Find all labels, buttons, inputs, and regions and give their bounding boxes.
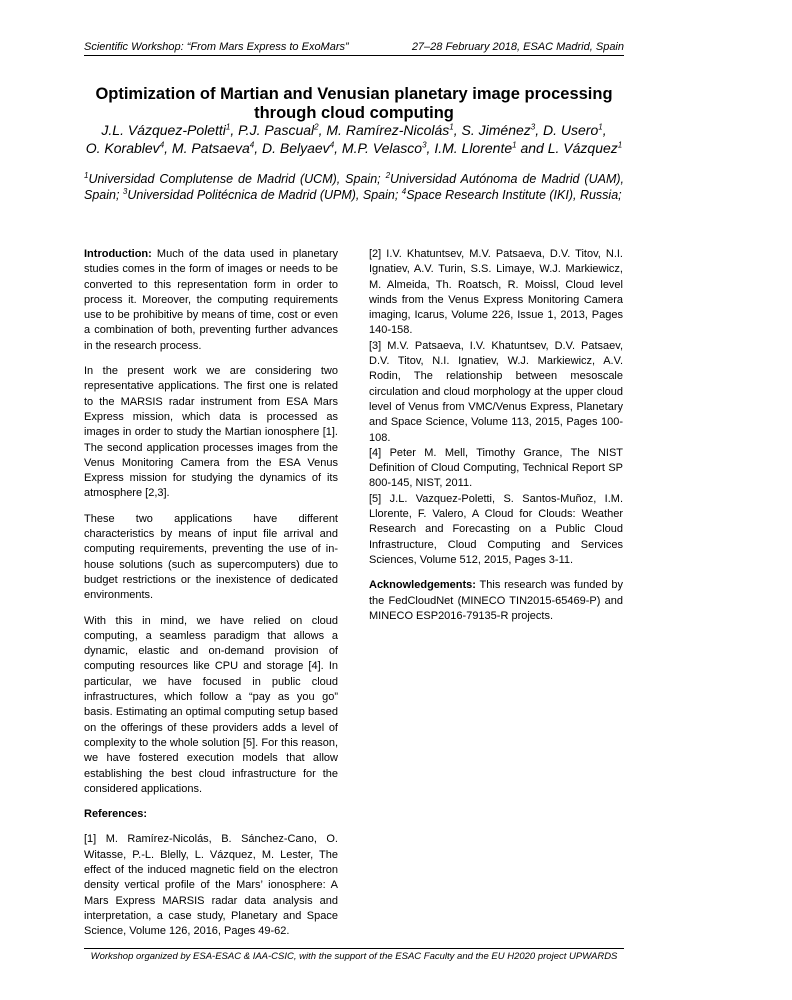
- author: D. Usero: [543, 122, 599, 138]
- affiliation-number: 2: [385, 170, 391, 180]
- title-line-1: Optimization of Martian and Venusian planetary image processing: [95, 85, 613, 103]
- author: J.L. Vázquez-Poletti: [101, 122, 226, 138]
- intro-text: Much of the data used in planetary studies comes in the form of images or needs to be converted to this representation form in order to process it. Moreover, the computing requirements use to be prohibitive by means of time, cost or even a combination of both, preventing further advances in the research process.: [84, 248, 338, 352]
- affiliations: [84, 171, 624, 203]
- acknowledgements-heading: Acknowledgements:: [369, 579, 476, 592]
- intro-paragraph-3: These two applications have different characteristics by means of input file arrival and computing requirements, preventing the use of in-house solutions (such as supercomputers) due to budget restrictions or the inexistence of dedicated environments.: [84, 512, 338, 602]
- affiliation-number: 1: [84, 170, 89, 180]
- author-affiliation-mark: 4: [159, 139, 165, 149]
- intro-paragraph-2: In the present work we are considering two representative applications. The first one is related to the MARSIS radar instrument from ESA Mars Express mission, which data is processed as images in order to study the Martian ionosphere [1]. The second application processes images from the Venus Monitoring Camera from the ESA Venus Express mission for studying the dynamics of its atmosphere [2,3].: [84, 365, 338, 500]
- author-affiliation-mark: 2: [314, 122, 319, 132]
- author-affiliation-mark: 1: [617, 139, 623, 149]
- left-column: [84, 247, 338, 939]
- affiliation: Universidad Complutense de Madrid (UCM), Spain;: [88, 172, 386, 186]
- right-column: [369, 247, 623, 634]
- header-date-location: 27–28 February 2018, ESAC Madrid, Spain: [411, 41, 624, 53]
- affiliation: Space Research Institute (IKI), Russia;: [406, 188, 622, 202]
- intro-heading: Introduction:: [84, 248, 152, 260]
- reference-item: [2] I.V. Khatuntsev, M.V. Patsaeva, D.V. Titov, N.I. Ignatiev, A.V. Turin, S.S. Limaye, W.J. Markiewicz, M. Almeida, Th. Roatsch, R. Moissl, Cloud level winds from the Venus Express Monitoring Camera imaging, Icarus, Volume 226, Issue 1, 2013, Pages 140-158.: [369, 248, 623, 337]
- references-heading: References:: [84, 808, 147, 821]
- author-affiliation-mark: 1: [598, 122, 603, 132]
- author: I.M. Llorente: [434, 139, 513, 156]
- acknowledgements-paragraph: [369, 578, 623, 624]
- paper-title: [84, 85, 624, 123]
- acknowledgements-text: This research was funded by the FedCloudNet (MINECO TIN2015-65469-P) and MINECO ESP2016-79135-R projects.: [369, 579, 623, 622]
- intro-paragraph: [84, 247, 338, 354]
- affiliation-number: 4: [401, 186, 407, 196]
- author-affiliation-mark: 1: [225, 122, 231, 132]
- author: M.P. Velasco: [341, 139, 423, 156]
- reference-item: [3] M.V. Patsaeva, I.V. Khatuntsev, D.V. Patsaev, D.V. Titov, N.I. Ignatiev, W.J. Markiewicz, A.V. Rodin, The relationship between mesoscale circulation and cloud morphology at the upper cloud level of Venus from VMC/Venus Express, Planetary and Space Science, Volume 113, 2015, Pages 100-108.: [369, 339, 623, 444]
- page-footer: Workshop organized by ESA-ESAC & IAA-CSIC, with the support of the ESAC Faculty and the EU H2020 project UPWARDS: [84, 948, 624, 962]
- header-workshop-name: Scientific Workshop: “From Mars Express to ExoMars”: [84, 41, 349, 53]
- author-affiliation-mark: 1: [449, 122, 454, 132]
- author-affiliation-mark: 4: [249, 139, 255, 149]
- author: P.J. Pascual: [238, 122, 315, 138]
- reference-item: [4] Peter M. Mell, Timothy Grance, The NIST Definition of Cloud Computing, Technical Report SP 800-145, NIST, 2011.: [369, 446, 623, 490]
- affiliation: Universidad Autónoma de Madrid (UAM), Spain;: [84, 172, 625, 202]
- author: M. Patsaeva: [171, 139, 250, 156]
- author-affiliation-mark: 4: [329, 139, 335, 149]
- author: O. Korablev: [85, 139, 160, 156]
- author-affiliation-mark: 1: [512, 139, 517, 149]
- intro-paragraph-4: With this in mind, we have relied on cloud computing, a seamless paradigm that allows a dynamic, elastic and on-demand provision of computing resources like CPU and storage [4]. In particular, we have focused in public cloud infrastructures, which follow a “pay as you go” basis. Estimating an optimal computing setup based on the offerings of these providers adds a level of complexity to the whole solution [5]. For this reason, we have fostered execution models that allow establishing the best cloud infrastructure for the considered applications.: [84, 614, 338, 795]
- reference-item: [5] J.L. Vazquez-Poletti, S. Santos-Muñoz, I.M. Llorente, F. Valero, A Cloud for Clouds: Weather Research and Forecasting on a Public Cloud Infrastructure, Cloud Computing and Services Sciences, Volume 512, 2015, Pages 3-11.: [369, 492, 623, 566]
- affiliation: Universidad Politécnica de Madrid (UPM), Spain;: [127, 188, 402, 202]
- author: D. Belyaev: [261, 139, 330, 156]
- title-line-2: through cloud computing: [254, 104, 454, 122]
- author: M. Ramírez-Nicolás: [326, 122, 450, 138]
- author-affiliation-mark: 3: [422, 139, 427, 149]
- author: L. Vázquez: [547, 139, 618, 156]
- author-list: J.L. Vázquez-Poletti$^1$, P.J. Pascual$^2$, M. Ramírez-Nicolás$^1$, S. Jiménez$^3$, D. Usero$^1$, O. Korablev$^4$, M. Patsaeva$^4$, D. Belyaev$^4$, M.P. Velasco$^3$, I.M. Llorente$^1$ and L. Vázquez$^1$: [85, 122, 623, 156]
- author-affiliation-mark: 3: [530, 122, 536, 132]
- reference-item: [1] M. Ramírez-Nicolás, B. Sánchez-Cano, O. Witasse, P.-L. Blelly, L. Vázquez, M. Lester, The effect of the induced magnetic field on the electron density vertical profile of the Mars’ ionosphere: A Mars Express MARSIS radar data analysis and interpretation, a case study, Planetary and Space Science, Volume 126, 2016, Pages 49-62.: [84, 833, 338, 938]
- author: S. Jiménez: [461, 122, 531, 138]
- affiliation-number: 3: [122, 186, 128, 196]
- running-header: [84, 39, 624, 56]
